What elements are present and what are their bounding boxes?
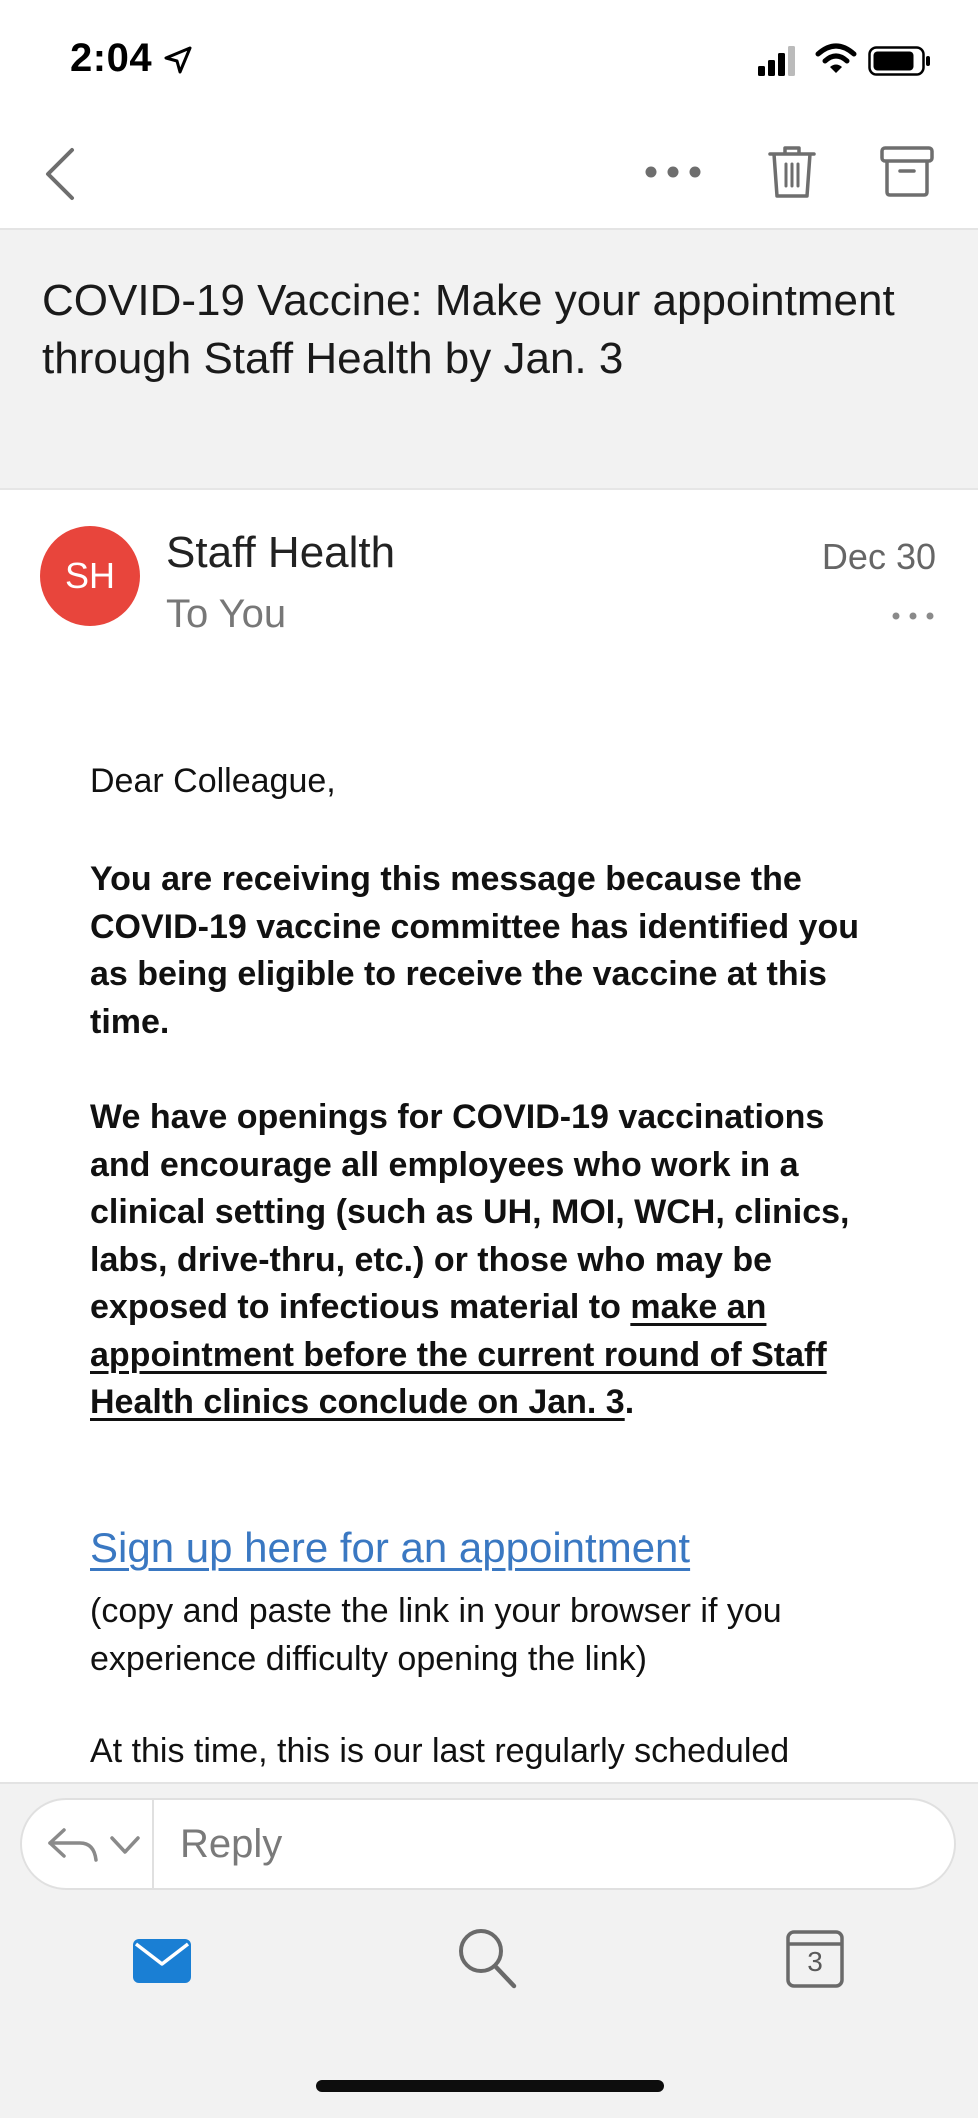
calendar-day: 3 [807, 1946, 823, 1977]
chevron-down-icon[interactable] [108, 1832, 142, 1858]
toolbar [0, 110, 978, 230]
reply-field[interactable] [20, 1798, 956, 1890]
body-paragraph-2 [90, 1094, 890, 1427]
calendar-icon[interactable] [786, 1930, 844, 1988]
recipient-line[interactable]: To You [166, 592, 287, 636]
trash-icon[interactable] [768, 144, 816, 200]
cellular-signal-icon [758, 44, 798, 78]
greeting: Dear Colleague, [90, 762, 336, 800]
email-date: Dec 30 [821, 536, 936, 577]
reply-arrow-icon[interactable] [46, 1824, 100, 1864]
wifi-icon [814, 42, 858, 76]
link-note: (copy and paste the link in your browser if you experience difficulty opening the link) [90, 1592, 782, 1678]
signup-link[interactable]: Sign up here for an appointment [90, 1524, 691, 1571]
location-arrow-icon [162, 44, 194, 76]
battery-icon [868, 44, 932, 78]
chevron-left-icon[interactable] [40, 146, 80, 202]
sender-name[interactable]: Staff Health [166, 528, 396, 577]
paragraph-2-end: . [624, 1383, 635, 1421]
body-paragraph-1: You are receiving this message because the COVID-19 vaccine committee has identified you as being eligible to receive the vaccine at this time. [90, 860, 860, 1041]
home-indicator[interactable] [316, 2080, 664, 2092]
body-paragraph-3: At this time, this is our last regularly scheduled [90, 1732, 790, 1770]
archive-icon[interactable] [880, 144, 934, 198]
appointment-deadline-text: make an appointment before the current round of Staff Health clinics conclude on Jan. 3 [90, 1288, 827, 1421]
email-subject: COVID-19 Vaccine: Make your appointment through Staff Health by Jan. 3 [42, 276, 895, 383]
reply-divider [152, 1800, 154, 1888]
reply-placeholder[interactable]: Reply [180, 1822, 283, 1866]
mail-icon[interactable] [132, 1938, 192, 1984]
search-icon[interactable] [456, 1926, 518, 1990]
status-time: 2:04 [70, 36, 153, 80]
avatar[interactable]: SH [40, 526, 140, 626]
message-more-icon[interactable] [890, 604, 936, 628]
more-horizontal-icon[interactable] [642, 154, 704, 190]
paragraph-2-text: We have openings for COVID-19 vaccinations and encourage all employees who work in a clinical setting (such as UH, MOI, WCH, clinics, labs, drive-thru, etc.) or those who may be exposed to infectious material to [90, 1098, 850, 1326]
